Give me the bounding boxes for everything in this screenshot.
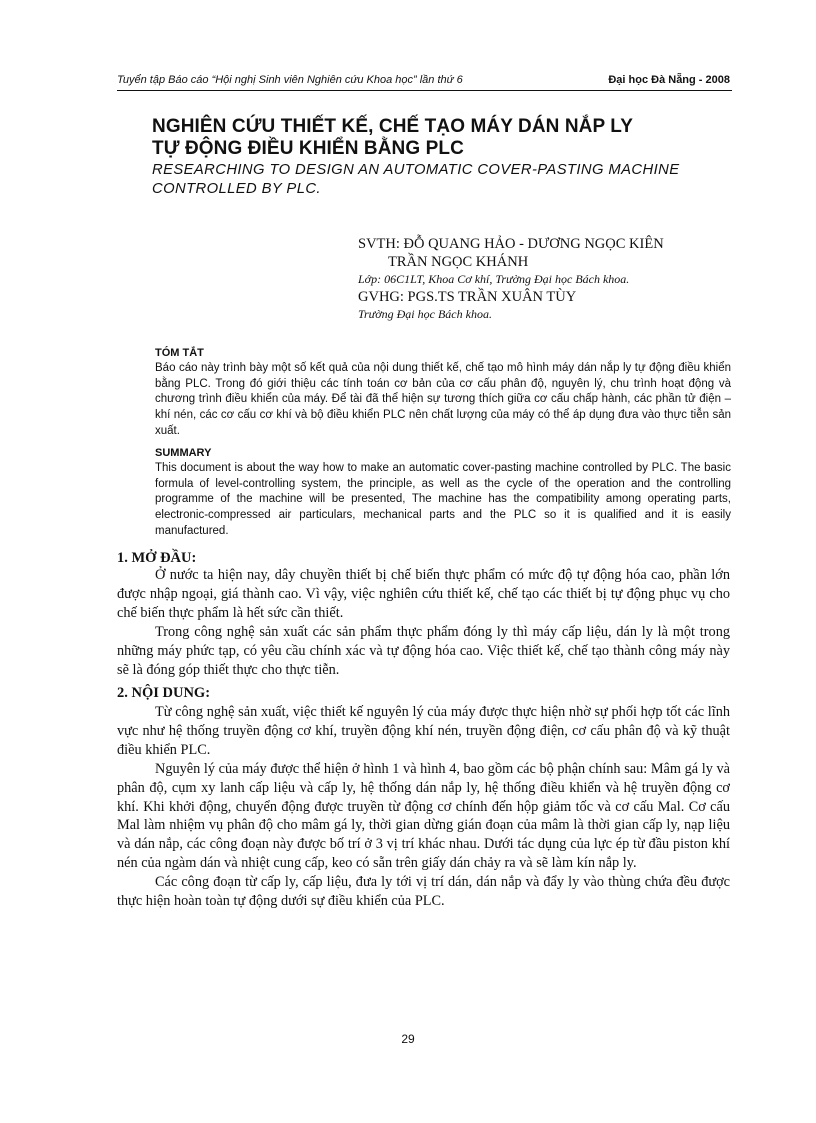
supervisor-line: GVHG: PGS.TS TRẦN XUÂN TÙY [358, 289, 577, 305]
abstract-en-heading: SUMMARY [155, 447, 212, 459]
section-1-heading: 1. MỞ ĐẦU: [117, 550, 197, 566]
paper-title-vietnamese [152, 116, 752, 160]
title-line-1: NGHIÊN CỨU THIẾT KẾ, CHẾ TẠO MÁY DÁN NẮP LY [152, 116, 634, 137]
header-divider [117, 90, 732, 91]
section-2-heading: 2. NỘI DUNG: [117, 685, 211, 701]
abstract-vi-heading: TÓM TẮT [155, 347, 204, 359]
students-line: SVTH: ĐỖ QUANG HẢO - DƯƠNG NGỌC KIÊN [358, 236, 664, 252]
title-en-line-1: RESEARCHING TO DESIGN AN AUTOMATIC COVER-PASTING MACHINE [152, 162, 680, 178]
section-1-paragraph-1: Ở nước ta hiện nay, dây chuyền thiết bị chế biến thực phẩm có mức độ tự động hóa cao, phần lớn được nhập ngoại, giá thành cao. Vì vậy, việc nghiên cứu thiết kế, chế tạo các thiết bị tự động phục vụ cho chế biến thực phẩm là hết sức cần thiết. [117, 567, 730, 621]
abstract-en-text: This document is about the way how to make an automatic cover-pasting machine controlled by PLC. The basic formula of level-controlling system, the principle, as well as the cycle of the operation and the controlling programme of the machine will be presented, The machine has the compatibility among operating parts, electronic-compressed air particulars, mechanical parts and the PLC so it is qualified and it is easily manufactured. [155, 462, 731, 537]
section-1-paragraph-2: Trong công nghệ sản xuất các sản phẩm thực phẩm đóng ly thì máy cấp liệu, dán ly là một trong những máy phức tạp, có yêu cầu chính xác và tự động hóa cao. Việc thiết kế, chế tạo thành công máy này sẽ là đóng góp thiết thực cho thực tiễn. [117, 623, 730, 678]
section-1-body [117, 566, 730, 679]
running-header [117, 74, 730, 90]
abstract-vietnamese [155, 346, 731, 440]
paper-title-english [152, 161, 752, 199]
students-line-2: TRẦN NGỌC KHÁNH [388, 254, 529, 270]
section-2-body [117, 703, 730, 911]
section-2-paragraph-1: Từ công nghệ sản xuất, việc thiết kế nguyên lý của máy được thực hiện nhờ sự phối hợp tốt các lĩnh vực như hệ thống truyền động cơ khí, truyền động khí nén, truyền động điện, cơ cấu phân độ và kỹ thuật điều khiển PLC. [117, 704, 730, 758]
title-line-2: TỰ ĐỘNG ĐIỀU KHIỂN BẰNG PLC [152, 138, 464, 159]
abstract-english [155, 446, 731, 540]
abstract-vi-text: Báo cáo này trình bày một số kết quả của nội dung thiết kế, chế tạo mô hình máy dán nắp ly tự động điều khiển bằng PLC. Trong đó giới thiệu các tính toán cơ bản của cơ cấu phân độ, nguyên lý, chu trình hoạt động và chương trình điều khiển của máy. Để tài đã thể hiện sự tương thích giữa cơ cấu chấp hành, các phần tử điện – khí nén, các cơ cấu cơ khí và bộ điều khiển PLC nên chất lượng của máy có thể áp dụng đưa vào thực tiễn sản xuất. [155, 362, 731, 437]
students-affiliation: Lớp: 06C1LT, Khoa Cơ khí, Trường Đại học Bách khoa. [358, 272, 630, 286]
page-number: 29 [401, 1032, 415, 1046]
header-university: Đại học Đà Nẵng - 2008 [608, 74, 730, 86]
section-2-paragraph-2: Nguyên lý của máy được thể hiện ở hình 1 và hình 4, bao gồm các bộ phận chính sau: Mâm gá ly và phân độ, cụm xy lanh cấp liệu và cấp ly, hệ thống dán nắp ly, hệ thống điều khiển và hệ truyền động cơ khí. Khi khởi động, chuyển động được truyền từ động cơ chính đến hộp giảm tốc và cơ cấu Mal. Cơ cấu Mal làm nhiệm vụ phân độ cho mâm gá ly, thời gian dừng gián đoạn của mâm là thời gian cấp ly, nạp liệu và dán nắp, các công đoạn này được bố trí ở 3 vị trí khác nhau. Dưới tác dụng của lực ép từ đầu piston khí nén của ngàm dán và nhiệt cung cấp, keo có sẵn trên giấy dán chảy ra và sẽ làm kín nắp ly. [117, 760, 730, 872]
supervisor-affiliation: Trường Đại học Bách khoa. [358, 307, 492, 321]
author-block [358, 235, 738, 323]
title-en-line-2: CONTROLLED BY PLC. [152, 181, 321, 197]
header-conference: Tuyển tập Báo cáo “Hội nghị Sinh viên Nghiên cứu Khoa học” lần thứ 6 [117, 74, 463, 86]
section-2-paragraph-3: Các công đoạn từ cấp ly, cấp liệu, đưa ly tới vị trí dán, dán nắp và đẩy ly vào thùng chứa đều được thực hiện hoàn toàn tự động dưới sự điều khiển của PLC. [117, 874, 730, 910]
